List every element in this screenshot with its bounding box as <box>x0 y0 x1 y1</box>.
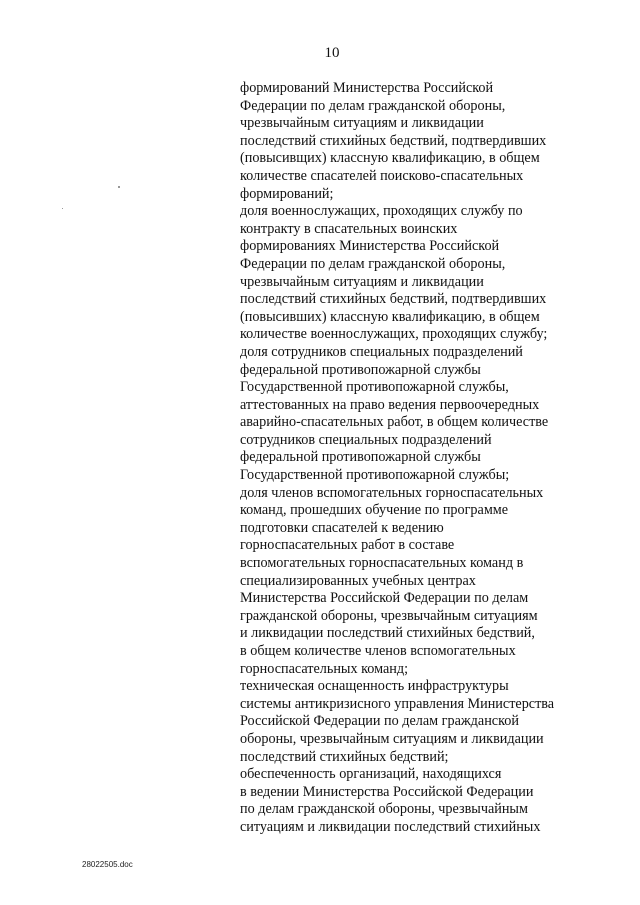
text-line: последствий стихийных бедствий, подтвердивших <box>240 291 547 308</box>
text-line: обороны, чрезвычайным ситуациям и ликвидации <box>240 730 544 747</box>
text-line: Министерства Российской Федерации по делам <box>240 590 529 607</box>
text-line: горноспасательных работ в составе <box>240 537 455 554</box>
text-line: системы антикризисного управления Министерства <box>240 695 555 712</box>
document-body-text <box>240 80 580 837</box>
text-line: доля членов вспомогательных горноспасательных <box>240 484 544 501</box>
text-line: формированиях Министерства Российской <box>240 238 500 255</box>
text-line: контракту в спасательных воинских <box>240 220 458 237</box>
text-line: ситуациям и ликвидации последствий стихийных <box>240 818 541 835</box>
text-line: сотрудников специальных подразделений <box>240 431 492 448</box>
text-line: формирований Министерства Российской <box>240 80 494 96</box>
text-line: в общем количестве членов вспомогательных <box>240 643 516 659</box>
text-line: техническая оснащенность инфраструктуры <box>240 678 509 695</box>
text-line: аттестованных на право ведения первоочередных <box>240 396 540 413</box>
text-line: аварийно-спасательных работ, в общем количестве <box>240 414 549 431</box>
text-line: последствий стихийных бедствий; <box>240 748 449 765</box>
text-line: (повысивших) классную квалификацию, в общем <box>240 308 540 325</box>
page-number: 10 <box>324 45 340 61</box>
text-line: доля военнослужащих, проходящих службу по <box>240 203 523 220</box>
text-line: Российской Федерации по делам гражданской <box>240 713 519 730</box>
text-line: специализированных учебных центрах <box>240 572 476 589</box>
text-line: (повысивщих) классную квалификацию, в общем <box>240 150 540 167</box>
text-line: федеральной противопожарной службы <box>240 361 481 378</box>
text-line: Государственной противопожарной службы; <box>240 467 510 484</box>
text-line: подготовки спасателей к ведению <box>240 519 444 536</box>
text-line: чрезвычайным ситуациям и ликвидации <box>240 115 484 132</box>
scan-speck <box>62 208 63 209</box>
text-line: горноспасательных команд; <box>240 660 409 677</box>
text-line: количестве спасателей поисково-спасательных <box>240 167 524 184</box>
text-line: чрезвычайным ситуациям и ликвидации <box>240 273 484 290</box>
footer-filename: 28022505.doc <box>82 860 133 869</box>
text-line: доля сотрудников специальных подразделений <box>240 343 523 360</box>
text-line: и ликвидации последствий стихийных бедствий, <box>240 625 535 642</box>
text-line: формирований; <box>240 185 334 202</box>
text-line: Государственной противопожарной службы, <box>240 379 509 396</box>
text-line: обеспеченность организаций, находящихся <box>240 766 502 783</box>
text-line: в ведении Министерства Российской Федерации <box>240 783 534 800</box>
text-line: Федерации по делам гражданской обороны, <box>240 97 506 114</box>
text-line: команд, прошедших обучение по программе <box>240 502 509 519</box>
scan-speck <box>118 186 120 188</box>
text-line: гражданской обороны, чрезвычайным ситуациям <box>240 607 538 624</box>
text-line: количестве военнослужащих, проходящих службу; <box>240 326 548 343</box>
text-line: по делам гражданской обороны, чрезвычайным <box>240 801 528 818</box>
text-line: Федерации по делам гражданской обороны, <box>240 255 506 272</box>
text-line: вспомогательных горноспасательных команд в <box>240 555 524 572</box>
text-line: последствий стихийных бедствий, подтвердивших <box>240 132 547 149</box>
text-line: федеральной противопожарной службы <box>240 449 481 466</box>
